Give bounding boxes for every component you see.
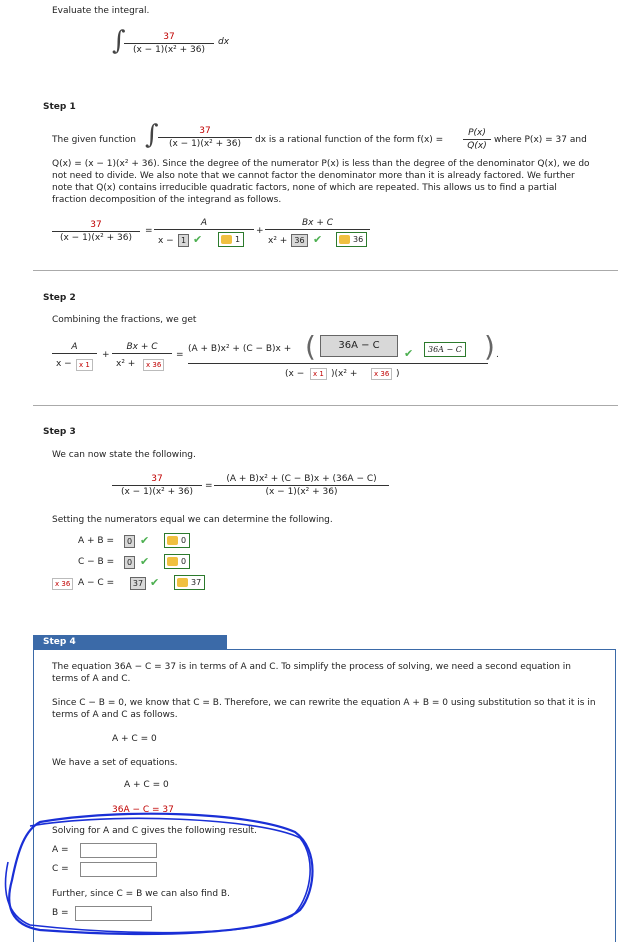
- step4-p4: Solving for A and C gives the following result.: [52, 826, 257, 836]
- row-lhs: A + B =: [78, 536, 114, 546]
- row-prefix: x 36: [52, 578, 73, 590]
- step2-a-fraction: A: [52, 342, 97, 367]
- step2-rhs-den-mid: )(x² +: [331, 369, 358, 379]
- step2-rhs-box[interactable]: 36A − C: [320, 335, 398, 357]
- step1-a-answer: 1: [218, 232, 244, 247]
- step1-line1-post: dx is a rational function of the form f(x) =: [255, 135, 444, 145]
- step1-line1-tail: where P(x) = 37 and: [494, 135, 587, 145]
- step1-eq: =: [145, 226, 153, 236]
- step4-p1: The equation 36A − C = 37 is in terms of A and C. To simplify the process of solving, we need a second equation in terms of A and C.: [52, 662, 571, 684]
- step3-setting: Setting the numerators equal we can determine the following.: [52, 515, 333, 525]
- step2-rhs-den-pre: (x −: [285, 369, 305, 379]
- step1-label: Step 1: [43, 102, 76, 112]
- row-box[interactable]: 37: [130, 577, 146, 590]
- row-box[interactable]: 0: [124, 556, 135, 569]
- check-icon: ✔: [313, 233, 323, 246]
- step4-eq1: A + C = 0: [112, 734, 157, 744]
- step2-eq: =: [176, 350, 184, 360]
- step4-sys1: A + C = 0: [124, 780, 169, 790]
- step3-lhs: 37 (x − 1)(x² + 36): [112, 474, 202, 497]
- step2-rhs-num-pre: (A + B)x² + (C − B)x +: [188, 344, 292, 354]
- row-answer: 37: [174, 575, 205, 590]
- step4-label: Step 4: [43, 637, 76, 647]
- step2-a-small: x 1: [76, 359, 93, 371]
- integrand-fraction: 37 (x − 1)(x² + 36): [124, 32, 214, 55]
- step4-sys2: 36A − C = 37: [112, 805, 174, 815]
- check-icon: ✔: [404, 347, 414, 360]
- step2-rhs-answer: 36A − C: [424, 342, 466, 357]
- step4-p3: We have a set of equations.: [52, 758, 178, 768]
- close-paren: ): [484, 330, 495, 363]
- check-icon: ✔: [193, 233, 203, 246]
- a-label: A =: [52, 845, 69, 855]
- step2-label: Step 2: [43, 293, 76, 303]
- step1-bc-den-pre: x² +: [268, 236, 288, 246]
- c-label: C =: [52, 864, 69, 874]
- step4-p5: Further, since C = B we can also find B.: [52, 889, 230, 899]
- row-lhs: A − C =: [78, 578, 115, 588]
- step2-bc-small: x 36: [143, 359, 164, 371]
- check-icon: ✔: [140, 555, 150, 568]
- b-label: B =: [52, 908, 69, 918]
- step2-intro: Combining the fractions, we get: [52, 315, 197, 325]
- check-icon: ✔: [140, 534, 150, 547]
- step1-integrand: 37 (x − 1)(x² + 36): [158, 126, 252, 149]
- step2-bc-fraction: Bx + C: [112, 342, 172, 367]
- step1-a-den-pre: x −: [158, 236, 174, 246]
- step2-bc-den-pre: x² +: [116, 359, 136, 369]
- check-icon: ✔: [150, 576, 160, 589]
- step1-bc-box[interactable]: 36: [291, 234, 308, 247]
- step1-integral-sign: ∫: [145, 120, 159, 150]
- step1-bc-answer: 36: [336, 232, 367, 247]
- step2-rhs-den-small1: x 1: [310, 368, 327, 380]
- step1-paragraph: Q(x) = (x − 1)(x² + 36). Since the degree of the numerator P(x) is less than the degree of the denominator Q(x), we do not need to divide. We also note that we cannot factor the denominator more than it is already factored. We further note that Q(x) contains irreducible quadratic factors, none of which are repeated. This allows us to find a partial fraction decomposition of the integrand as follows.: [52, 159, 590, 205]
- integral-sign: ∫: [112, 26, 126, 56]
- step1-lhs: 37 (x − 1)(x² + 36): [52, 220, 140, 243]
- integrand-dx: dx: [218, 37, 230, 47]
- step2-rhs-den-post: ): [396, 369, 400, 379]
- row-box[interactable]: 0: [124, 535, 135, 548]
- step3-intro: We can now state the following.: [52, 450, 196, 460]
- step1-a-fraction: A: [154, 218, 254, 245]
- step3-rhs: (A + B)x² + (C − B)x + (36A − C) (x − 1)(x² + 36): [214, 474, 389, 497]
- step2-period: .: [496, 350, 499, 360]
- row-answer: 0: [164, 533, 190, 548]
- step2-plus: +: [102, 350, 110, 360]
- step3-label: Step 3: [43, 427, 76, 437]
- pq-fraction: P(x) Q(x): [463, 128, 491, 151]
- step3-eq: =: [205, 481, 213, 491]
- open-paren: (: [305, 330, 316, 363]
- step2-rhs-den-small2: x 36: [371, 368, 392, 380]
- row-lhs: C − B =: [78, 557, 115, 567]
- step1-bc-fraction: Bx + C: [265, 218, 370, 245]
- step1-a-box[interactable]: 1: [178, 234, 189, 247]
- step1-line1-pre: The given function: [52, 135, 137, 145]
- prompt: Evaluate the integral.: [52, 6, 150, 16]
- step1-plus: +: [256, 226, 264, 236]
- step4-p2: Since C − B = 0, we know that C = B. Therefore, we can rewrite the equation A + B = 0 using substitution so that it is in terms of A and C as follows.: [52, 698, 596, 720]
- step2-a-den-pre: x −: [56, 359, 72, 369]
- row-answer: 0: [164, 554, 190, 569]
